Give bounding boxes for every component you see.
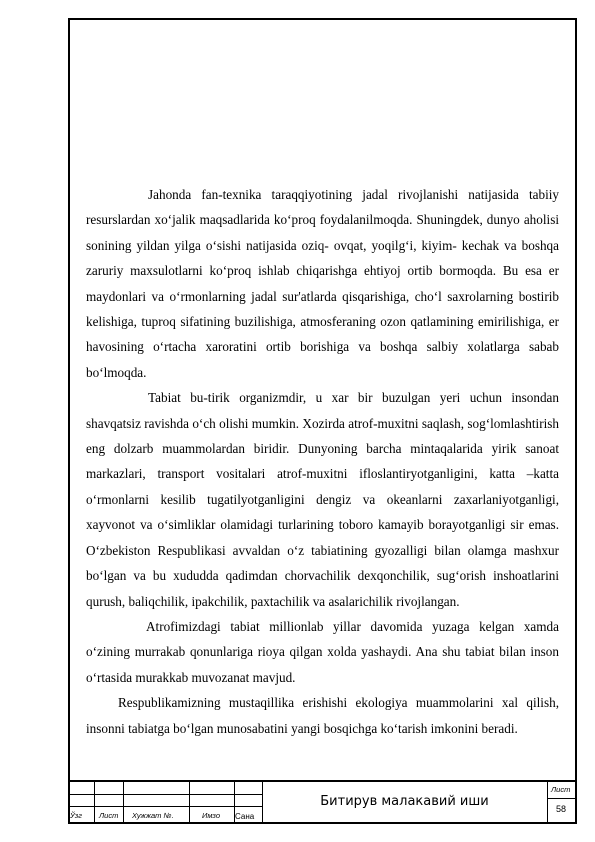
list-column-label: Лист — [99, 811, 119, 820]
sheet-number: 58 — [556, 804, 567, 814]
izm-column-label: Ўзг — [70, 811, 82, 820]
paragraph-1: Jahonda fan-texnika taraqqiyotining jadal rivojlanishi natijasida tabiiy resurslardan xo‘jalik maqsadlarida ko‘proq foydalanilmoqda. Shuningdek, dunyo aholisi sonining yildan yilga o‘sishi natijasida oziq- ovqat, yoqilg‘i, kiyim- kechak va boshqa zaruriy maxsulotlarni ko‘proq ishlab chiqarishga ehtiyoj ortib bormoqda. Bu esa er maydonlari va o‘rmonlarning jadal sur'atlarda qisqarishiga, cho‘l saxrolarning bostirib kelishiga, tuproq sifatining buzilishiga, atmosferaning ozon qatlamining emirilishiga, er havosining o‘rtacha xaroratini ortib borishiga va boshqa salbiy xolatlarga sabab bo‘lmoqda. — [86, 187, 559, 380]
document-body — [86, 182, 559, 741]
document-title: Битирув малакавий иши — [320, 794, 489, 809]
paragraph-4: Respublikamizning mustaqillika erishishi ekologiya muammolarini xal qilish, insonni tabiatga bo‘lgan munosabatini yangi bosqichga ko‘tarish imkonini beradi. — [86, 695, 559, 736]
sign-column-label: Имзо — [202, 811, 220, 820]
title-block — [68, 780, 577, 824]
paragraph-2: Tabiat bu-tirik organizmdir, u xar bir buzulgan yeri uchun insondan shavqatsiz ravishda o‘ch olishi mumkin. Xozirda atrof-muxitni saqlash, sog‘lomlashtirish eng dolzarb muammolardan biridir. Dunyoning barcha mintaqalarida yirik sanoat markazlari, transport vositalari atrof-muxitni ifloslantiryotganligini, katta –katta o‘rmonlarni kesilib tugatilyotganligini dengiz va okeanlarni zaxarlaniyotganligi, xayvonot va o‘simliklar olamidagi turlarining toboro kamayib borayotganligi sir emas. O‘zbekiston Respublikasi avvaldan o‘z tabiatining gyozalligi bilan olamga mashxur bo‘lgan va bu xududda qadimdan chorvachilik dexqonchilik, sug‘orish inshoatlarini qurush, baliqchilik, ipakchilik, paxtachilik va asalarichilik rivojlangan. — [86, 390, 559, 609]
sheet-label: Лист — [551, 785, 571, 794]
doc-number-column-label: Хужжат №. — [132, 811, 174, 820]
paragraph-3: Atrofimizdagi tabiat millionlab yillar davomida yuzaga kelgan xamda o‘zining murrakab qonunlariga rioya qilgan xolda yashaydi. Ana shu tabiat bilan inson o‘rtasida murakkab muvozanat mavjud. — [86, 618, 559, 685]
date-column-label: Сана — [235, 812, 255, 821]
